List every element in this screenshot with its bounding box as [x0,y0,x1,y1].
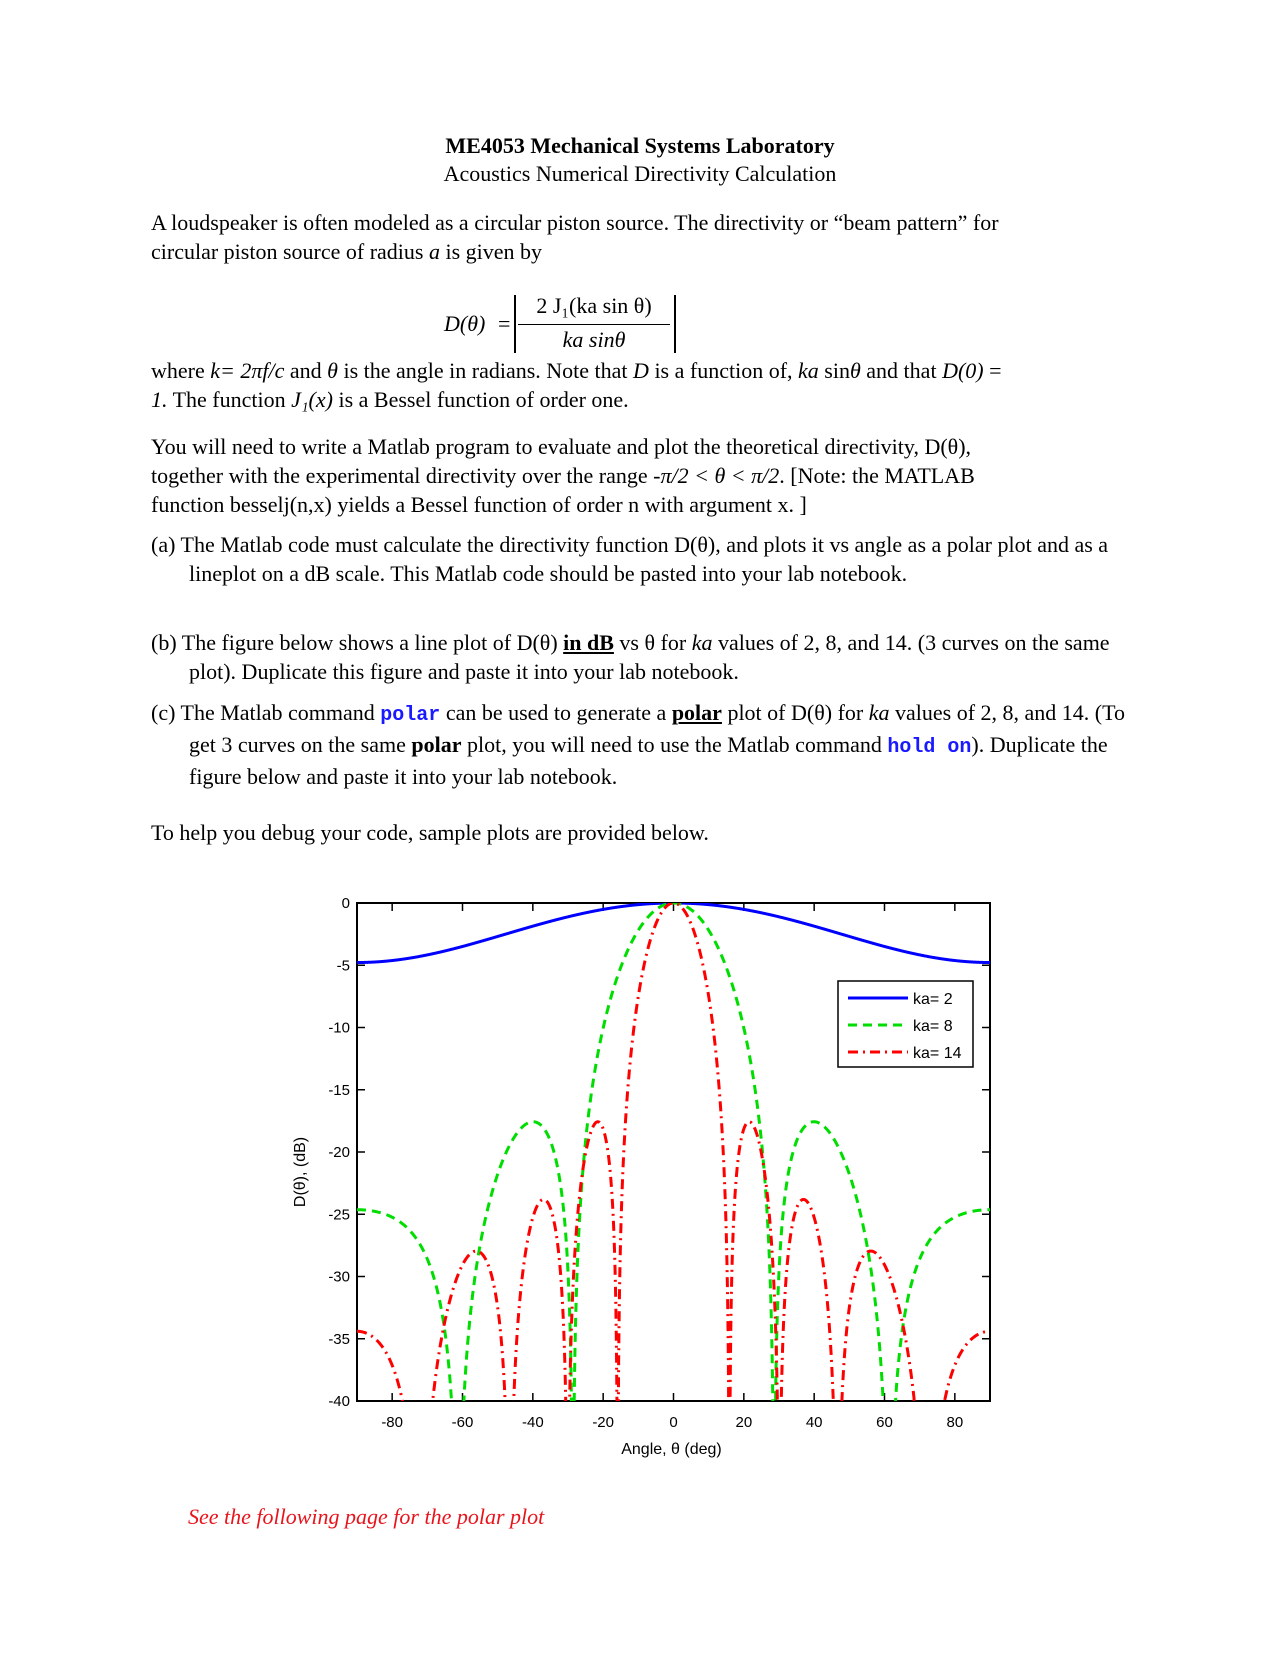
formula-denominator: ka sinθ [562,327,626,352]
legend-label: ka= 8 [913,1018,953,1035]
item-b-emphasis: in dB [563,630,614,655]
k-definition: k= 2πf/c [210,358,285,383]
item-c-text: plot, you will need to use the Matlab command [461,732,888,757]
task-line-2-post: . [Note: the MATLAB [779,463,975,488]
ka-symbol: ka [691,630,713,655]
ka-symbol: ka [798,358,819,383]
task-line-3: function besselj(n,x) yields a Bessel function of order n with argument x. ] [151,492,807,517]
intro-line-1: A loudspeaker is often modeled as a circular piston source. The directivity or “beam pattern” for [151,210,999,235]
y-tick-label: -20 [328,1144,350,1161]
where-text: The function [167,387,292,412]
x-tick-label: -80 [381,1414,404,1431]
directivity-line-chart [0,880,1280,1460]
y-tick-label: -15 [328,1081,350,1099]
x-tick-label: -40 [521,1414,544,1431]
radius-var: a [428,239,440,264]
directivity-formula [430,293,690,357]
y-axis-label: D(θ), (dB) [292,1136,309,1208]
formula-equals: = [498,311,511,336]
plot-frame [357,903,990,1401]
page-subtitle: Acoustics Numerical Directivity Calculation [443,161,837,186]
x-tick-label: 40 [805,1414,823,1431]
where-text: = [983,358,1002,383]
legend-label: ka= 14 [913,1045,962,1062]
x-tick-label: -60 [451,1414,474,1431]
item-c-text: (c) The Matlab command [151,700,381,725]
item-b [151,628,1141,686]
item-a: (a) The Matlab code must calculate the directivity function D(θ), and plots it vs angle as a polar plot and as a lineplot on a dB scale. This Matlab code should be pasted into your lab notebook. [151,532,1109,586]
header [0,132,1280,188]
theta-symbol: θ [327,358,338,383]
theta-range: -π/2 < θ < π/2 [653,463,780,488]
task-paragraph [151,432,1141,519]
y-tick-label: -30 [328,1268,350,1286]
item-c-bold: polar [411,732,462,757]
x-axis-label: Angle, θ (deg) [621,1441,722,1458]
abs-bar-right [674,295,676,353]
formula-lhs: D(θ) [444,311,486,336]
ka-symbol: ka [868,700,890,725]
where-text: where [151,358,211,383]
y-tick-label: -5 [336,957,350,975]
x-tick-label: 0 [669,1414,678,1431]
where-text: and that [860,358,943,383]
formula-numerator: 2 J₁(ka sin θ) [536,293,652,318]
x-tick-label: 60 [876,1414,893,1431]
abs-bar-left [514,295,516,353]
item-b-text: values of 2, 8, and 14. (3 curves on the same plot). Duplicate this figure and paste it into your lab notebook. [189,630,1110,684]
intro-line-2-pre: circular piston source of radius [151,239,429,264]
item-c-text: plot of D(θ) for [721,700,869,725]
legend-label: ka= 2 [913,991,953,1008]
code-polar: polar [380,704,441,727]
code-hold-on: hold on [887,736,972,759]
task-line-2-pre: together with the experimental directivity over the range [151,463,654,488]
footer-note[interactable]: See the following page for the polar plot [188,1504,545,1529]
theta-symbol: θ [849,358,861,383]
d-symbol: D [633,358,649,383]
debug-paragraph: To help you debug your code, sample plots are provided below. [151,820,709,845]
where-paragraph [151,356,1141,414]
where-text: sin [818,358,850,383]
item-c-text: values of 2, 8, and 14. (To get 3 curves on the same [189,700,1126,757]
d0-symbol: D(0) [942,358,984,383]
x-tick-label: 80 [946,1414,964,1431]
one-value: 1. [151,387,168,412]
item-c-text: ). Duplicate the figure below and paste it into your lab notebook. [189,732,1108,789]
item-b-text: vs θ for [613,630,692,655]
where-text: and [284,358,328,383]
page-title: ME4053 Mechanical Systems Laboratory [445,133,835,158]
x-tick-label: -20 [592,1414,615,1431]
y-tick-label: -40 [328,1393,350,1410]
y-tick-label: -10 [328,1019,350,1037]
intro-line-2-post: is given by [439,239,543,264]
bessel-symbol: J₁(x) [291,387,333,412]
y-tick-label: 0 [341,895,350,912]
fraction-line [518,324,670,325]
item-b-text: (b) The figure below shows a line plot of D(θ) [151,630,564,655]
where-text: is the angle in radians. Note that [337,358,634,383]
task-line-1: You will need to write a Matlab program to evaluate and plot the theoretical directivity, D(θ), [151,434,972,459]
item-c-text: can be used to generate a [440,700,672,725]
item-c-emphasis: polar [671,700,722,725]
y-tick-label: -25 [328,1206,350,1224]
intro-paragraph [151,208,1141,266]
item-c [151,698,1141,791]
x-tick-label: 20 [735,1414,753,1431]
where-text: is a function of, [648,358,799,383]
where-text: is a Bessel function of order one. [332,387,629,412]
y-tick-label: -35 [328,1330,350,1348]
